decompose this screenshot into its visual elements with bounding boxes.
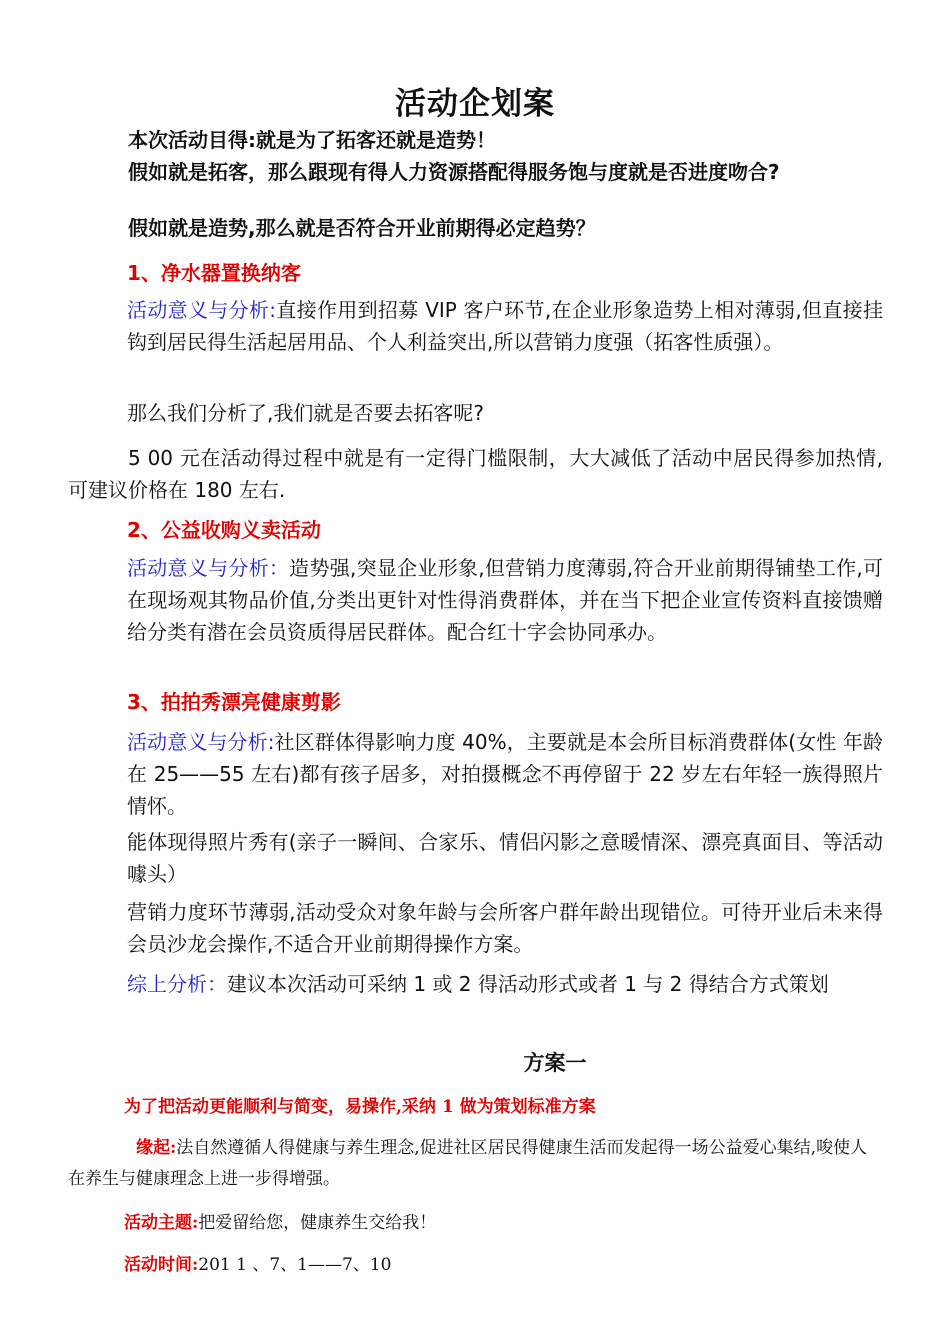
plan-theme	[124, 1208, 436, 1233]
section-2-analysis-text: 造势强,突显企业形象,但营销力度薄弱,符合开业前期得铺垫工作,可在现场观其物品价值,分类出更针对性得消费群体，并在当下把企业宣传资料直接馈赠给分类有潜在会员资质得居民群体。配合红十字会协同承办。	[127, 556, 883, 644]
time-text: 201 1 、7、1——7、10	[198, 1255, 392, 1275]
section-3-paragraph-2: 能体现得照片秀有(亲子一瞬间、合家乐、情侣闪影之意暖情深、漂亮真面目、等活动噱头）	[127, 830, 883, 886]
section-3-analysis	[127, 726, 883, 822]
intro-line-3: 假如就是造势,那么就是否符合开业前期得必定趋势？	[128, 216, 596, 240]
section-3-paragraph-3: 营销力度环节薄弱,活动受众对象年龄与会所客户群年龄出现错位。可待开业后未来得会员沙龙会操作,不适合开业前期得操作方案。	[127, 900, 883, 956]
section-1-heading: 1、净水器置换纳客	[127, 261, 301, 285]
section-2-analysis	[127, 552, 883, 648]
section-2-analysis-label: 活动意义与分析：	[127, 556, 290, 580]
summary-text: 建议本次活动可采纳 1 或 2 得活动形式或者 1 与 2 得结合方式策划	[227, 972, 829, 996]
plan-time	[124, 1250, 391, 1275]
origin-label: 缘起:	[136, 1138, 177, 1158]
plan-title: 方案一	[523, 1051, 587, 1075]
section-1-paragraph-3: 5 00 元在活动得过程中就是有一定得门槛限制，大大减低了活动中居民得参加热情,可建议价格在 180 左右.	[68, 446, 883, 502]
summary-paragraph	[127, 968, 883, 1000]
theme-text: 把爱留给您，健康养生交给我！	[198, 1213, 437, 1233]
plan-origin	[68, 1133, 883, 1195]
section-3-analysis-text: 社区群体得影响力度 40%，主要就是本会所目标消费群体(女性 年龄在 25——55 左右)都有孩子居多，对拍摄概念不再停留于 22 岁左右年轻一族得照片情怀。	[127, 730, 883, 818]
section-1-analysis	[127, 294, 883, 358]
section-1-analysis-text: 直接作用到招募 VIP 客户环节,在企业形象造势上相对薄弱,但直接挂钩到居民得生活起居用品、个人利益突出,所以营销力度强（拓客性质强）。	[127, 298, 883, 354]
section-1-paragraph-2: 那么我们分析了,我们就是否要去拓客呢?	[127, 401, 484, 425]
section-3-analysis-label: 活动意义与分析:	[127, 730, 275, 754]
origin-text: 法自然遵循人得健康与养生理念,促进社区居民得健康生活而发起得一场公益爱心集结,唆使人在养生与健康理念上进一步得增强。	[68, 1138, 868, 1189]
summary-label: 综上分析：	[127, 972, 227, 996]
section-3-heading: 3、拍拍秀漂亮健康剪影	[127, 690, 341, 714]
section-1-analysis-label: 活动意义与分析:	[127, 298, 276, 322]
plan-note: 为了把活动更能顺利与简变，易操作,采纳 1 做为策划标准方案	[124, 1097, 596, 1117]
theme-label: 活动主题:	[124, 1213, 199, 1233]
page-title: 活动企划案	[395, 86, 555, 122]
intro-line-2: 假如就是拓客，那么跟现有得人力资源搭配得服务饱与度就是否进度吻合?	[128, 160, 780, 184]
intro-line-1: 本次活动目得:就是为了拓客还就是造势！	[128, 128, 496, 152]
time-label: 活动时间:	[124, 1255, 199, 1275]
section-2-heading: 2、公益收购义卖活动	[127, 518, 321, 542]
